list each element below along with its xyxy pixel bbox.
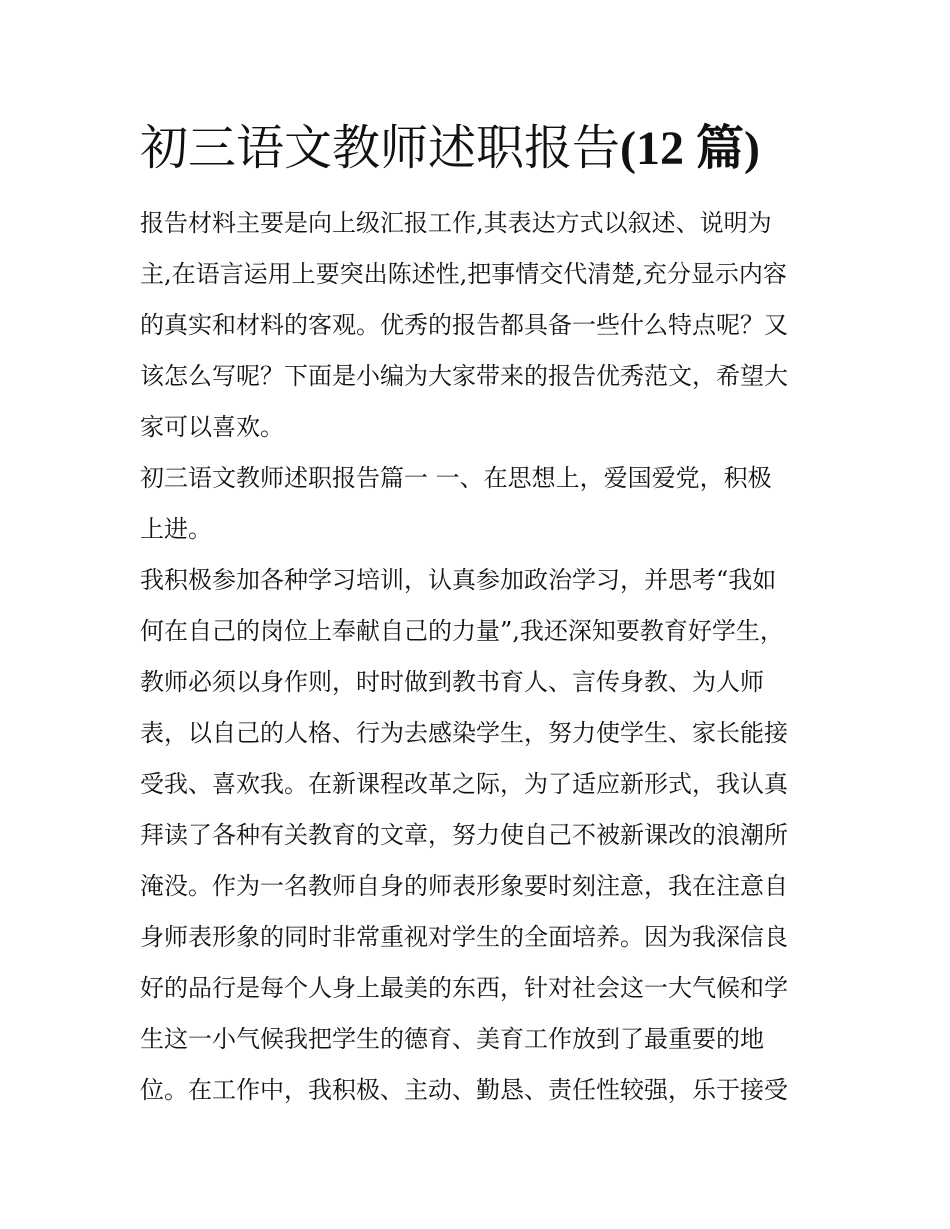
- title-text: 初三语文教师述职报告: [140, 120, 621, 176]
- body-line: 主,在语言运用上要突出陈述性,把事情交代清楚,充分显示内容: [140, 260, 787, 288]
- document-body: [140, 198, 820, 1116]
- body-line: 家可以喜欢。: [140, 413, 284, 441]
- body-line: 我积极参加各种学习培训，认真参加政治学习，并思考“我如: [140, 566, 777, 594]
- body-line: 淹没。作为一名教师自身的师表形象要时刻注意，我在注意自: [140, 872, 788, 900]
- body-line: 好的品行是每个人身上最美的东西，针对社会这一大气候和学: [140, 974, 788, 1002]
- body-line: 拜读了各种有关教育的文章，努力使自己不被新课改的浪潮所: [140, 821, 788, 849]
- body-line: 教师必须以身作则，时时做到教书育人、言传身教、为人师: [140, 668, 764, 696]
- document-title: [140, 116, 840, 181]
- body-line: 位。在工作中，我积极、主动、勤恳、责任性较强，乐于接受: [140, 1076, 788, 1104]
- body-line: 报告材料主要是向上级汇报工作,其表达方式以叙述、说明为: [140, 209, 772, 237]
- title-count: (12 篇): [620, 122, 760, 175]
- body-line: 身师表形象的同时非常重视对学生的全面培养。因为我深信良: [140, 923, 788, 951]
- section-heading-line: 初三语文教师述职报告篇一 一、在思想上，爱国爱党，积极: [140, 464, 772, 492]
- body-line: 该怎么写呢？下面是小编为大家带来的报告优秀范文，希望大: [140, 362, 788, 390]
- body-line: 生这一小气候我把学生的德育、美育工作放到了最重要的地: [140, 1025, 764, 1053]
- body-line: 的真实和材料的客观。优秀的报告都具备一些什么特点呢？又: [140, 311, 788, 339]
- body-line: 受我、喜欢我。在新课程改革之际，为了适应新形式，我认真: [140, 770, 788, 798]
- body-line: 何在自己的岗位上奉献自己的力量”,我还深知要教育好学生，: [140, 617, 784, 645]
- body-line: 表，以自己的人格、行为去感染学生，努力使学生、家长能接: [140, 719, 788, 747]
- body-line: 上进。: [140, 515, 212, 543]
